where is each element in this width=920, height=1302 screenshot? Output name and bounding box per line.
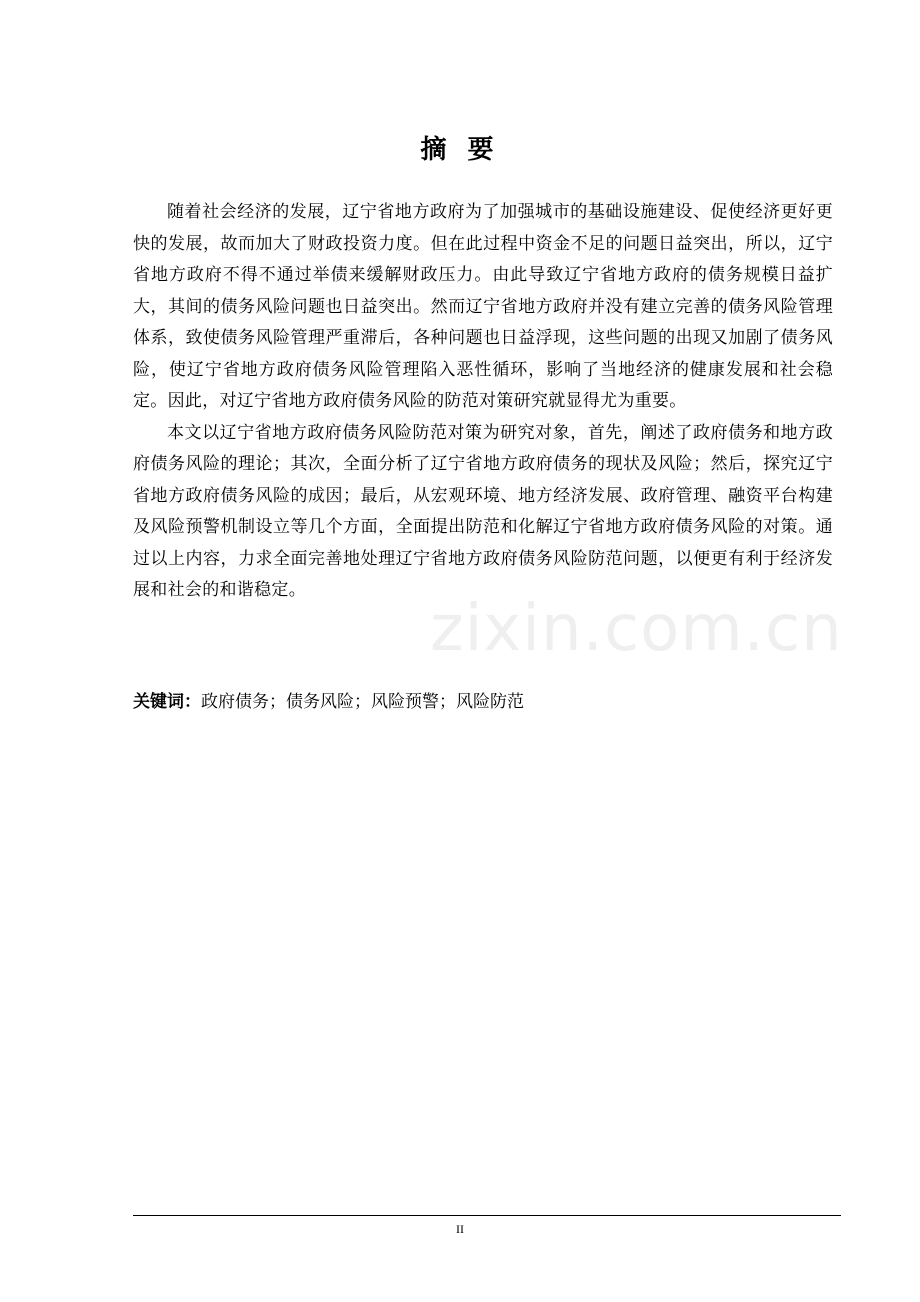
- keywords-label: 关键词：: [133, 692, 201, 712]
- keywords-list: 政府债务；债务风险；风险预警；风险防范: [201, 692, 524, 712]
- footer-divider: [133, 1215, 841, 1216]
- abstract-paragraph-1: 随着社会经济的发展，辽宁省地方政府为了加强城市的基础设施建设、促使经济更好更快的发展，故而加大了财政投资力度。但在此过程中资金不足的问题日益突出，所以，辽宁省地方政府不得不通过举债来缓解财政压力。由此导致辽宁省地方政府的债务规模日益扩大，其间的债务风险问题也日益突出。然而辽宁省地方政府并没有建立完善的债务风险管理体系，致使债务风险管理严重滞后，各种问题也日益浮现，这些问题的出现又加剧了债务风险，使辽宁省地方政府债务风险管理陷入恶性循环，影响了当地经济的健康发展和社会稳定。因此，对辽宁省地方政府债务风险的防范对策研究就显得尤为重要。: [133, 202, 833, 411]
- watermark-text: zixin.com.cn: [430, 592, 843, 666]
- abstract-title: 摘 要: [420, 135, 500, 165]
- abstract-paragraph-2: 本文以辽宁省地方政府债务风险防范对策为研究对象，首先，阐述了政府债务和地方政府债务风险的理论；其次，全面分析了辽宁省地方政府债务的现状及风险；然后，探究辽宁省地方政府债务风险的成因；最后，从宏观环境、地方经济发展、政府管理、融资平台构建及风险预警机制设立等几个方面，全面提出防范和化解辽宁省地方政府债务风险的对策。通过以上内容，力求全面完善地处理辽宁省地方政府债务风险防范问题，以便更有利于经济发展和社会的和谐稳定。: [133, 422, 833, 600]
- page-number: II: [456, 1222, 464, 1236]
- keywords-line: [133, 687, 833, 717]
- abstract-body: [133, 197, 833, 607]
